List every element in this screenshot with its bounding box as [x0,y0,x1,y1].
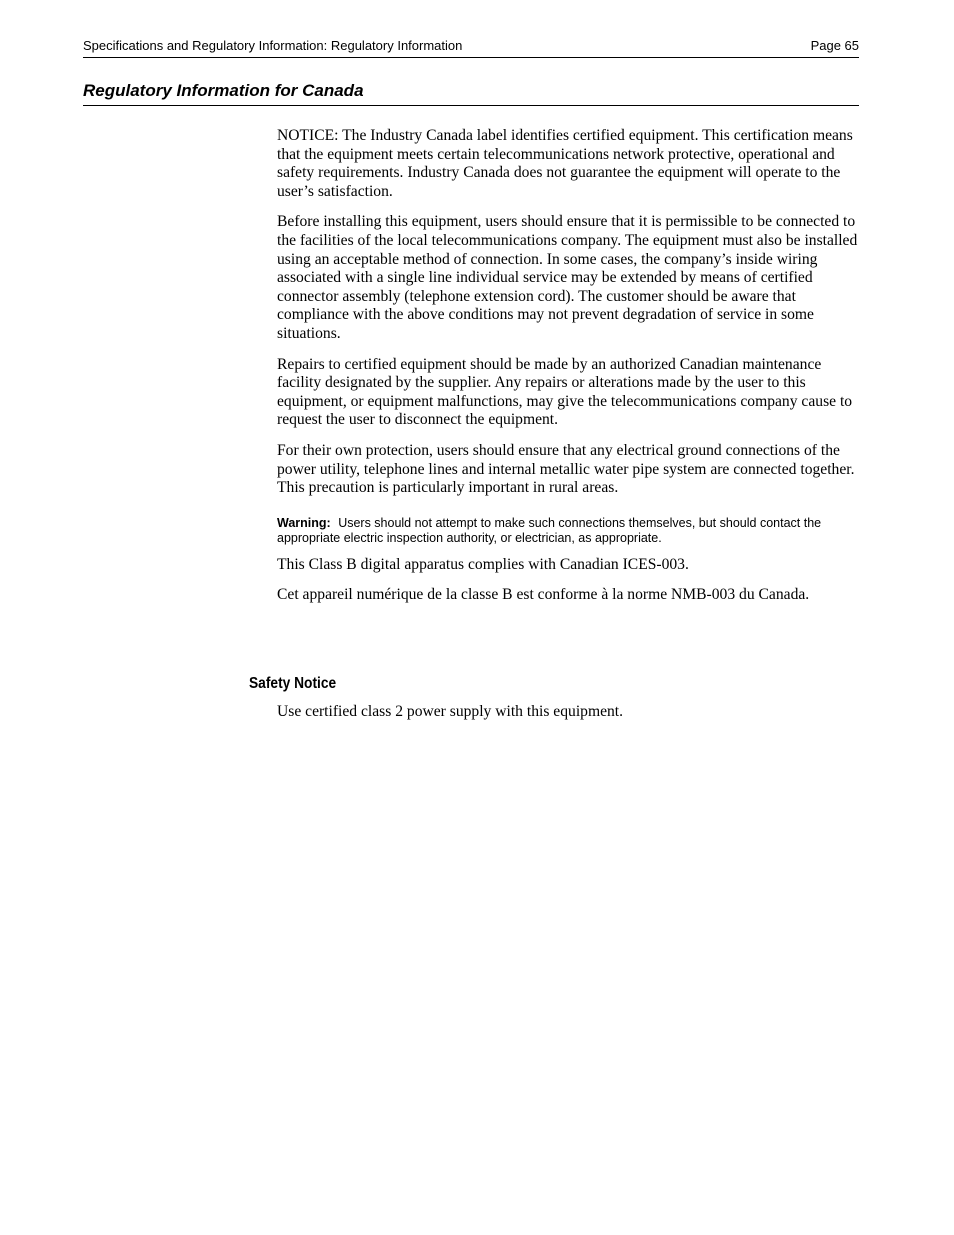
header-section-path: Specifications and Regulatory Information: Regulatory Information [83,38,463,53]
running-header [83,37,859,58]
paragraph-nmb: Cet appareil numérique de la classe B est conforme à la norme NMB-003 du Canada. [277,586,810,604]
section-title: Regulatory Information for Canada [83,79,859,106]
page-number: Page 65 [810,38,859,53]
warning-text: Users should not attempt to make such connections themselves, but should contact the appropriate electric inspection authority, or electrician, as appropriate. [277,515,822,545]
paragraph-ices: This Class B digital apparatus complies with Canadian ICES-003. [277,555,689,573]
safety-notice-text: Use certified class 2 power supply with this equipment. [277,703,624,720]
safety-notice-heading: Safety Notice [249,675,337,692]
warning-note [277,516,859,546]
paragraph-installation: Before installing this equipment, users should ensure that it is permissible to be connected to the facilities of the local telecommunications company. The equipment must also be installed using an acceptable method of connection. In some cases, the company’s inside wiring associated with a single line individual service may be extended by means of certified connector assembly (telephone extension cord). The customer should be aware that compliance with the above conditions may not prevent degradation of service in some situations. [277,213,858,342]
paragraph-grounding: For their own protection, users should ensure that any electrical ground connections of the power utility, telephone lines and internal metallic water pipe system are connected together. This precaution is particularly important in rural areas. [277,441,855,497]
paragraph-notice: NOTICE: The Industry Canada label identifies certified equipment. This certification means that the equipment meets certain telecommunications network protective, operational and safety requirements. Industry Canada does not guarantee the equipment will operate to the user’s satisfaction. [277,127,853,200]
paragraph-repairs: Repairs to certified equipment should be made by an authorized Canadian maintenance facility designated by the supplier. Any repairs or alterations made by the user to this equipment, or equipment malfunctions, may give the telecommunications company cause to request the user to disconnect the equipment. [277,355,853,429]
body-text [277,127,859,617]
warning-label: Warning: [277,515,331,530]
